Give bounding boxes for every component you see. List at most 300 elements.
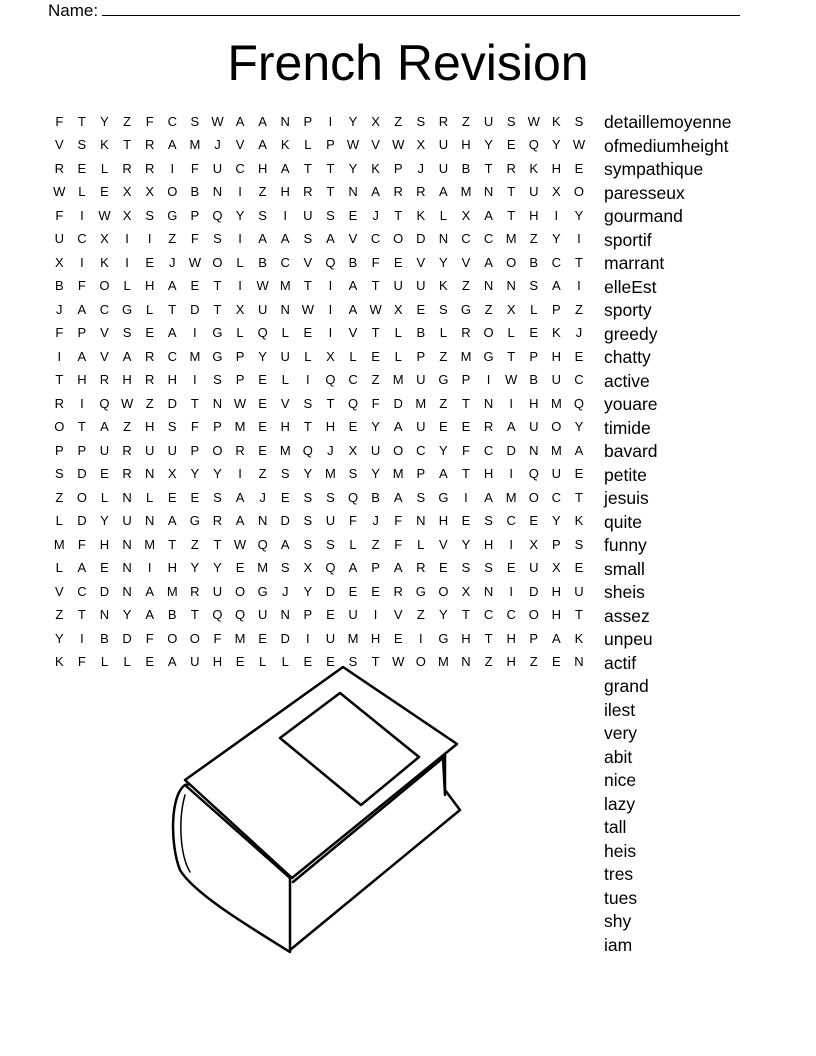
grid-cell[interactable]: E [303,654,313,670]
grid-cell[interactable]: F [77,278,86,294]
grid-cell[interactable]: E [303,325,313,341]
grid-cell[interactable]: R [393,583,403,599]
grid-cell[interactable]: W [346,137,360,153]
grid-cell[interactable]: N [483,278,494,294]
grid-cell[interactable]: N [122,560,132,576]
grid-cell[interactable]: S [190,113,200,129]
grid-cell[interactable]: S [326,536,335,552]
grid-cell[interactable]: L [55,513,63,529]
grid-cell[interactable]: P [77,442,87,458]
grid-cell[interactable]: Y [54,630,64,646]
grid-cell[interactable]: K [552,113,561,129]
grid-cell[interactable]: T [462,607,470,623]
grid-cell[interactable]: Y [213,466,222,482]
grid-cell[interactable]: I [509,466,513,482]
grid-cell[interactable]: N [461,654,471,670]
grid-cell[interactable]: W [233,395,247,411]
grid-cell[interactable]: M [505,489,517,505]
grid-cell[interactable]: A [100,419,109,435]
grid-cell[interactable]: A [348,278,358,294]
grid-cell[interactable]: A [506,419,516,435]
grid-cell[interactable]: E [280,489,290,505]
grid-cell[interactable]: F [145,630,154,646]
grid-cell[interactable]: V [439,536,448,552]
grid-cell[interactable]: O [234,583,246,599]
grid-cell[interactable]: I [238,231,242,247]
grid-cell[interactable]: J [281,583,289,599]
grid-cell[interactable]: Y [552,231,561,247]
grid-cell[interactable]: Z [371,372,380,388]
grid-cell[interactable]: E [461,513,471,529]
grid-cell[interactable]: N [144,513,155,529]
grid-cell[interactable]: I [80,254,84,270]
grid-cell[interactable]: Z [439,395,448,411]
grid-cell[interactable]: Q [99,395,110,411]
grid-cell[interactable]: E [529,513,539,529]
grid-cell[interactable]: C [551,489,562,505]
grid-cell[interactable]: O [189,630,200,646]
grid-cell[interactable]: R [416,560,426,576]
grid-cell[interactable]: W [98,207,111,223]
grid-cell[interactable]: X [100,231,109,247]
grid-cell[interactable]: I [577,231,581,247]
grid-cell[interactable]: S [529,278,539,294]
grid-cell[interactable]: I [57,348,62,364]
grid-cell[interactable]: I [373,607,378,623]
grid-cell[interactable]: Z [123,113,132,129]
grid-cell[interactable]: B [416,325,426,341]
grid-cell[interactable]: V [280,395,290,411]
grid-cell[interactable]: D [280,630,290,646]
grid-cell[interactable]: U [416,278,426,294]
grid-cell[interactable]: Y [371,419,380,435]
grid-cell[interactable]: C [370,231,381,247]
grid-cell[interactable]: M [347,630,359,646]
grid-cell[interactable]: O [551,419,562,435]
grid-cell[interactable]: L [55,560,63,576]
grid-cell[interactable]: I [328,325,333,341]
grid-cell[interactable]: H [144,419,155,435]
grid-cell[interactable]: N [483,395,494,411]
grid-cell[interactable]: V [54,137,64,153]
grid-cell[interactable]: R [303,184,313,200]
grid-cell[interactable]: F [213,630,222,646]
grid-cell[interactable]: E [529,325,539,341]
grid-cell[interactable]: T [507,207,516,223]
grid-cell[interactable]: A [258,137,267,153]
grid-cell[interactable]: J [575,325,583,341]
grid-cell[interactable]: Y [213,560,222,576]
grid-cell[interactable]: E [348,583,358,599]
grid-cell[interactable]: R [235,442,245,458]
grid-cell[interactable]: C [235,160,245,176]
grid-cell[interactable]: U [212,160,223,176]
grid-cell[interactable]: W [53,184,66,200]
grid-cell[interactable]: G [189,513,200,529]
grid-cell[interactable]: W [527,113,540,129]
grid-cell[interactable]: H [483,536,494,552]
grid-cell[interactable]: U [416,419,426,435]
grid-cell[interactable]: L [304,348,312,364]
grid-cell[interactable]: Q [325,372,336,388]
grid-cell[interactable]: P [326,137,335,153]
grid-cell[interactable]: P [303,113,313,129]
grid-cell[interactable]: E [416,301,426,317]
grid-cell[interactable]: Z [529,231,538,247]
grid-cell[interactable]: A [393,560,403,576]
grid-cell[interactable]: K [439,278,448,294]
grid-cell[interactable]: D [416,231,426,247]
grid-cell[interactable]: J [417,160,425,176]
grid-cell[interactable]: A [393,419,403,435]
grid-cell[interactable]: Q [528,137,539,153]
grid-cell[interactable]: M [166,583,178,599]
grid-cell[interactable]: Y [258,348,267,364]
grid-cell[interactable]: D [190,301,200,317]
grid-cell[interactable]: D [77,466,87,482]
grid-cell[interactable]: T [213,536,222,552]
grid-cell[interactable]: U [303,207,313,223]
grid-cell[interactable]: M [392,466,404,482]
grid-cell[interactable]: A [77,560,87,576]
grid-cell[interactable]: G [167,207,178,223]
grid-cell[interactable]: E [258,395,267,411]
grid-cell[interactable]: S [303,536,313,552]
grid-cell[interactable]: D [280,513,290,529]
grid-cell[interactable]: C [167,113,177,129]
grid-cell[interactable]: E [574,160,584,176]
grid-cell[interactable]: C [506,607,516,623]
grid-cell[interactable]: C [483,231,494,247]
grid-cell[interactable]: L [417,536,425,552]
grid-cell[interactable]: Z [529,654,538,670]
grid-cell[interactable]: U [325,630,336,646]
grid-cell[interactable]: Z [416,607,425,623]
grid-cell[interactable]: U [438,137,449,153]
grid-cell[interactable]: I [238,466,242,482]
grid-cell[interactable]: A [552,630,561,646]
grid-cell[interactable]: R [438,113,449,129]
grid-cell[interactable]: U [551,466,562,482]
grid-cell[interactable]: F [55,113,64,129]
grid-cell[interactable]: Y [303,583,313,599]
grid-cell[interactable]: T [574,489,583,505]
grid-cell[interactable]: D [506,442,516,458]
grid-cell[interactable]: H [99,536,110,552]
grid-cell[interactable]: L [123,278,131,294]
grid-cell[interactable]: F [55,207,64,223]
grid-cell[interactable]: D [325,583,336,599]
grid-cell[interactable]: L [439,325,447,341]
grid-cell[interactable]: O [573,184,585,200]
grid-cell[interactable]: K [371,160,380,176]
grid-cell[interactable]: R [144,137,155,153]
grid-cell[interactable]: N [483,583,494,599]
grid-cell[interactable]: A [574,442,584,458]
grid-cell[interactable]: Y [100,513,109,529]
grid-cell[interactable]: I [577,278,581,294]
grid-cell[interactable]: S [280,560,290,576]
grid-cell[interactable]: Q [257,325,268,341]
grid-cell[interactable]: I [80,630,84,646]
grid-cell[interactable]: Q [573,395,585,411]
grid-cell[interactable]: S [213,489,222,505]
grid-cell[interactable]: T [371,654,380,670]
grid-cell[interactable]: G [483,348,494,364]
grid-cell[interactable]: O [506,254,517,270]
grid-cell[interactable]: I [193,325,197,341]
grid-cell[interactable]: E [235,560,245,576]
grid-cell[interactable]: G [438,489,449,505]
grid-cell[interactable]: F [190,419,199,435]
grid-cell[interactable]: Q [257,536,268,552]
grid-cell[interactable]: A [484,489,493,505]
grid-cell[interactable]: M [234,419,246,435]
grid-cell[interactable]: R [483,419,494,435]
grid-cell[interactable]: A [122,348,132,364]
grid-cell[interactable]: H [506,654,516,670]
grid-cell[interactable]: A [393,489,403,505]
grid-cell[interactable]: J [259,489,266,505]
grid-cell[interactable]: Y [484,137,493,153]
grid-cell[interactable]: I [80,207,84,223]
grid-cell[interactable]: T [507,348,516,364]
grid-cell[interactable]: S [54,466,64,482]
grid-cell[interactable]: N [122,583,132,599]
grid-cell[interactable]: N [280,607,290,623]
grid-cell[interactable]: I [283,207,288,223]
grid-cell[interactable]: C [348,372,358,388]
grid-cell[interactable]: E [100,184,109,200]
grid-cell[interactable]: R [212,513,223,529]
grid-cell[interactable]: L [100,160,109,176]
grid-cell[interactable]: E [552,654,561,670]
grid-cell[interactable]: E [100,560,109,576]
grid-cell[interactable]: L [281,654,289,670]
grid-cell[interactable]: G [438,372,449,388]
grid-cell[interactable]: S [506,113,516,129]
grid-cell[interactable]: R [461,325,471,341]
grid-cell[interactable]: H [167,560,177,576]
grid-cell[interactable]: F [55,325,64,341]
grid-cell[interactable]: A [326,231,335,247]
grid-cell[interactable]: I [328,278,333,294]
grid-cell[interactable]: H [325,419,336,435]
grid-cell[interactable]: U [325,513,336,529]
grid-cell[interactable]: T [484,160,493,176]
grid-cell[interactable]: A [439,466,448,482]
grid-cell[interactable]: C [167,348,177,364]
grid-cell[interactable]: E [348,207,358,223]
grid-cell[interactable]: M [234,630,246,646]
grid-cell[interactable]: L [78,184,86,200]
grid-cell[interactable]: S [77,137,87,153]
grid-cell[interactable]: M [505,231,517,247]
grid-cell[interactable]: M [550,395,562,411]
grid-cell[interactable]: B [348,254,358,270]
grid-cell[interactable]: R [99,372,110,388]
grid-cell[interactable]: C [280,254,290,270]
grid-cell[interactable]: I [193,372,197,388]
grid-cell[interactable]: Z [484,654,493,670]
grid-cell[interactable]: Y [439,607,448,623]
grid-cell[interactable]: E [574,466,584,482]
grid-cell[interactable]: Z [123,419,132,435]
grid-cell[interactable]: K [416,207,426,223]
grid-cell[interactable]: N [483,184,494,200]
grid-cell[interactable]: L [100,654,109,670]
grid-cell[interactable]: K [529,160,539,176]
grid-cell[interactable]: X [167,466,177,482]
grid-cell[interactable]: A [145,607,154,623]
grid-cell[interactable]: O [393,442,404,458]
grid-cell[interactable]: Y [574,419,584,435]
grid-cell[interactable]: A [348,301,358,317]
grid-cell[interactable]: I [238,278,242,294]
grid-cell[interactable]: A [235,489,245,505]
grid-cell[interactable]: J [372,207,379,223]
grid-cell[interactable]: T [507,184,516,200]
grid-cell[interactable]: N [257,513,268,529]
grid-cell[interactable]: E [393,630,403,646]
grid-cell[interactable]: Q [528,466,539,482]
grid-cell[interactable]: U [348,607,358,623]
grid-cell[interactable]: V [235,137,245,153]
grid-cell[interactable]: Y [303,466,313,482]
grid-cell[interactable]: M [325,466,336,482]
grid-cell[interactable]: U [99,442,110,458]
grid-cell[interactable]: I [328,301,333,317]
grid-cell[interactable]: L [236,254,244,270]
grid-cell[interactable]: I [464,489,468,505]
grid-cell[interactable]: T [55,372,64,388]
grid-cell[interactable]: Q [347,489,359,505]
grid-cell[interactable]: T [168,301,177,317]
grid-cell[interactable]: P [213,419,222,435]
grid-cell[interactable]: A [439,184,448,200]
grid-cell[interactable]: Z [484,301,493,317]
grid-cell[interactable]: C [483,607,494,623]
grid-cell[interactable]: Q [212,607,223,623]
grid-cell[interactable]: E [145,654,154,670]
grid-cell[interactable]: V [461,254,471,270]
grid-cell[interactable]: U [416,372,426,388]
grid-cell[interactable]: M [144,536,156,552]
grid-cell[interactable]: S [303,231,313,247]
grid-cell[interactable]: L [507,325,515,341]
grid-cell[interactable]: M [550,442,562,458]
grid-cell[interactable]: B [190,184,200,200]
grid-cell[interactable]: D [529,583,539,599]
grid-cell[interactable]: T [394,207,403,223]
grid-cell[interactable]: A [167,513,177,529]
grid-cell[interactable]: P [416,348,426,364]
grid-cell[interactable]: Z [574,301,583,317]
grid-cell[interactable]: S [484,560,493,576]
grid-cell[interactable]: P [54,442,64,458]
grid-cell[interactable]: Q [212,207,223,223]
grid-cell[interactable]: F [190,231,199,247]
grid-cell[interactable]: O [167,184,178,200]
grid-cell[interactable]: N [212,395,223,411]
grid-cell[interactable]: V [348,325,358,341]
grid-cell[interactable]: N [212,184,223,200]
grid-cell[interactable]: N [280,113,290,129]
grid-cell[interactable]: P [303,607,313,623]
grid-cell[interactable]: S [213,372,222,388]
grid-cell[interactable]: Z [394,113,403,129]
grid-cell[interactable]: X [235,301,245,317]
grid-cell[interactable]: S [326,207,335,223]
grid-cell[interactable]: E [371,348,380,364]
grid-cell[interactable]: W [392,654,405,670]
grid-cell[interactable]: Z [55,607,64,623]
grid-cell[interactable]: L [146,489,154,505]
grid-cell[interactable]: F [190,160,199,176]
grid-cell[interactable]: L [236,325,244,341]
grid-cell[interactable]: Y [190,560,200,576]
grid-cell[interactable]: K [574,630,584,646]
grid-cell[interactable]: N [144,466,155,482]
grid-cell[interactable]: T [77,607,86,623]
grid-cell[interactable]: Y [122,607,132,623]
grid-cell[interactable]: T [371,325,380,341]
grid-cell[interactable]: L [281,372,289,388]
grid-cell[interactable]: O [483,325,494,341]
grid-cell[interactable]: P [190,207,200,223]
grid-cell[interactable]: B [54,278,64,294]
grid-cell[interactable]: M [189,137,201,153]
grid-cell[interactable]: S [122,325,132,341]
grid-cell[interactable]: R [416,184,426,200]
grid-cell[interactable]: V [393,607,403,623]
grid-cell[interactable]: E [461,419,471,435]
grid-cell[interactable]: L [349,536,357,552]
grid-cell[interactable]: S [416,113,426,129]
grid-cell[interactable]: Y [100,113,109,129]
grid-cell[interactable]: X [348,442,358,458]
grid-cell[interactable]: Z [55,489,64,505]
grid-cell[interactable]: A [77,348,87,364]
grid-cell[interactable]: U [529,560,539,576]
grid-cell[interactable]: M [257,560,269,576]
grid-cell[interactable]: U [529,419,539,435]
grid-cell[interactable]: O [438,583,449,599]
grid-cell[interactable]: E [371,583,380,599]
grid-cell[interactable]: S [167,419,177,435]
grid-cell[interactable]: E [77,160,87,176]
grid-cell[interactable]: N [506,278,516,294]
grid-cell[interactable]: X [371,113,380,129]
grid-cell[interactable]: X [552,184,561,200]
grid-cell[interactable]: T [303,160,312,176]
grid-cell[interactable]: P [461,372,471,388]
grid-cell[interactable]: T [168,536,177,552]
grid-cell[interactable]: Y [371,466,380,482]
grid-cell[interactable]: R [122,466,132,482]
grid-cell[interactable]: V [416,254,426,270]
grid-cell[interactable]: Q [347,395,359,411]
grid-cell[interactable]: L [146,301,154,317]
grid-cell[interactable]: O [528,607,539,623]
grid-cell[interactable]: O [167,630,178,646]
grid-cell[interactable]: B [371,489,380,505]
grid-cell[interactable]: M [437,654,449,670]
grid-cell[interactable]: Y [439,254,448,270]
grid-cell[interactable]: K [100,137,109,153]
grid-cell[interactable]: U [144,442,155,458]
grid-cell[interactable]: A [484,254,493,270]
